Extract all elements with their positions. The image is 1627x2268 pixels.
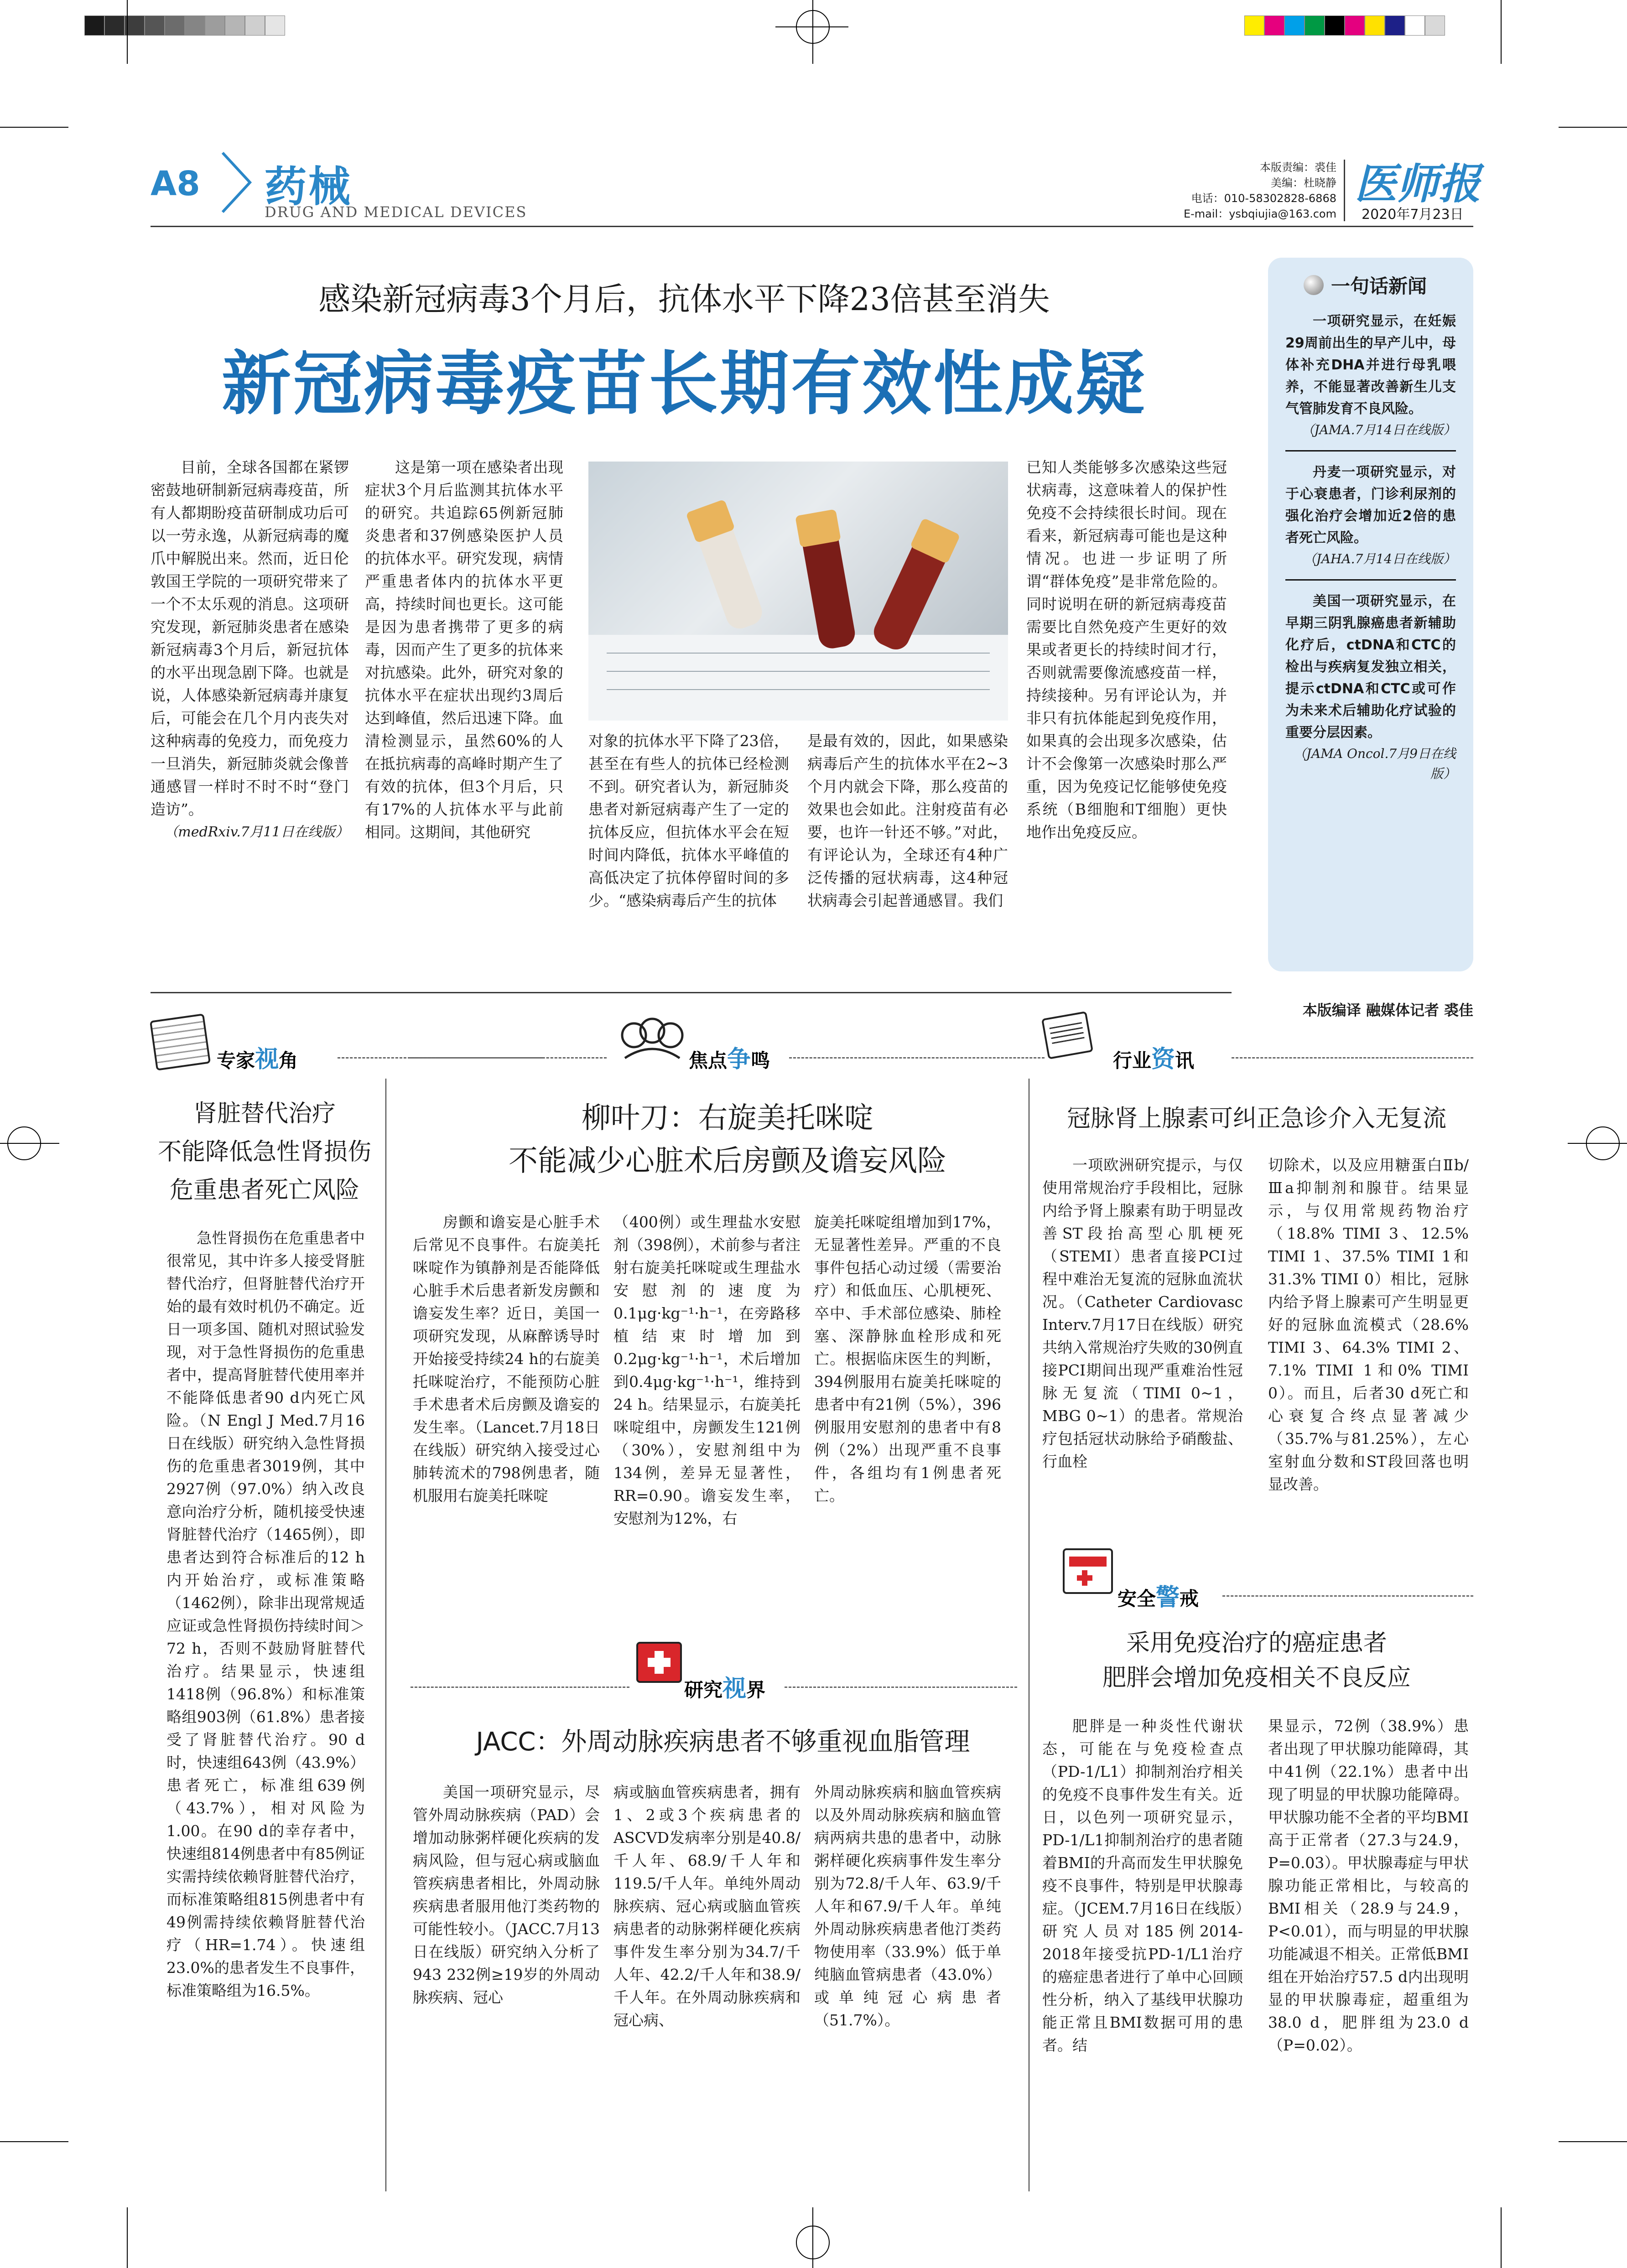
research-header-c: 界 bbox=[746, 1679, 766, 1701]
page-number: A8 bbox=[151, 164, 200, 203]
crop-line bbox=[127, 2207, 128, 2268]
research-header-rule bbox=[785, 1687, 1017, 1688]
expert-header-a: 专家 bbox=[217, 1049, 255, 1072]
focus-header bbox=[689, 1040, 770, 1074]
color-swatch bbox=[185, 16, 205, 36]
focus-col3-text: 旋美托咪啶组增加到17%，无显著性差异。严重的不良事件包括心动过缓（需要治疗）和低血压、心肌梗死、卒中、手术部位感染、肺栓塞、深静脉血栓形成和死亡。根据临床医生的判断，394例服用右旋美托咪啶的患者中有21例（5%），396例服用安慰剂的患者中有8例（2%）出现严重不良事件，各组均有1例患者死亡。 bbox=[814, 1213, 1001, 1505]
industry-header-a: 行业 bbox=[1113, 1049, 1152, 1072]
ambulance-icon bbox=[1063, 1548, 1113, 1594]
color-swatch bbox=[205, 16, 225, 36]
expert-title-line-2: 不能降低急性肾损伤 bbox=[157, 1138, 371, 1166]
artist-label: 美编：杜晓静 bbox=[1271, 176, 1336, 189]
safety-header bbox=[1118, 1578, 1199, 1612]
sidebar-item-2: 丹麦一项研究显示，对于心衰患者，门诊利尿剂的强化治疗会增加近2倍的患者死亡风险。 bbox=[1285, 464, 1456, 546]
monitor-icon bbox=[1041, 1011, 1093, 1059]
color-bar-right bbox=[1244, 16, 1445, 36]
crop-line bbox=[0, 1143, 59, 1144]
phone-label: 电话：010-58302828-6868 bbox=[1191, 192, 1336, 205]
expert-header-b: 视 bbox=[255, 1046, 279, 1073]
page-credit: 本版编译 融媒体记者 裘佳 bbox=[1302, 1002, 1473, 1019]
blood-tubes-illustration bbox=[588, 462, 1008, 721]
crop-line bbox=[1568, 1143, 1627, 1144]
industry-col2-text: 切除术，以及应用糖蛋白Ⅱb/Ⅲa抑制剂和腺苷。结果显示，与仅用常规药物治疗（18.8% TIMI 3、12.5% TIMI 1、37.5% TIMI 1和31.3% TIMI 0）相比，冠脉内给予肾上腺素可产生明显更好的冠脉血流模式（28.6% TIMI 3、64.3% TIMI 2、7.1% TIMI 1和0% TIMI 0）。而且，后者30 d死亡和心衰复合终点显著减少（35.7%与81.25%），左心室射血分数和ST段回落也明显改善。 bbox=[1268, 1156, 1469, 1493]
lab-photo bbox=[588, 462, 1008, 721]
issue-date: 2020年7月23日 bbox=[1362, 207, 1464, 223]
safety-col-2 bbox=[1268, 1715, 1469, 2203]
focus-header-rule bbox=[789, 1057, 1045, 1059]
crop-line bbox=[1559, 2141, 1627, 2142]
research-header-rule bbox=[411, 1687, 629, 1688]
sidebar-item-3-cite: （JAMA Oncol.7月9日在线版） bbox=[1293, 746, 1456, 781]
newspaper-icon bbox=[150, 1013, 211, 1071]
research-col2-text: 病或脑血管疾病患者，拥有1、2或3个疾病患者的ASCVD发病率分别是40.8/千人年、68.9/千人年和119.5/千人年。单纯外周动脉疾病、冠心病或脑血管疾病患者的动脉粥样硬化疾病事件发生率分别为34.7/千人年、42.2/千人年和38.9/千人年。在外周动脉疾病和冠心病、 bbox=[613, 1783, 801, 2029]
research-title: JACC：外周动脉疾病患者不够重视血脂管理 bbox=[476, 1727, 970, 1757]
main-title: 新冠病毒疫苗长期有效性成疑 bbox=[222, 343, 1147, 424]
news-sidebar bbox=[1268, 258, 1473, 971]
focus-col-3 bbox=[814, 1211, 1001, 1685]
sidebar-title: 一句话新闻 bbox=[1331, 275, 1427, 297]
section-subtitle: DRUG AND MEDICAL DEVICES bbox=[265, 203, 527, 221]
debate-heads-icon bbox=[616, 1008, 689, 1063]
paper-logo: 医师报 bbox=[1355, 159, 1481, 208]
crop-line bbox=[127, 0, 128, 64]
main-kicker: 感染新冠病毒3个月后，抗体水平下降23倍甚至消失 bbox=[318, 280, 1050, 318]
safety-title-line-1: 采用免疫治疗的癌症患者 bbox=[1126, 1630, 1387, 1657]
chevron-right-icon bbox=[218, 151, 255, 214]
expert-body-text: 急性肾损伤在危重患者中很常见，其中许多人接受肾脏替代治疗，但肾脏替代治疗开始的最有效时机仍不确定。近日一项多国、随机对照试验发现，对于急性肾损伤的危重患者中，提高肾脏替代使用率并不能降低患者90 d内死亡风险。（N Engl J Med.7月16日在线版）研究纳入急性肾损伤的危重患者3019例，其中2927例（97.0%）纳入改良意向治疗分析，随机接受快速肾脏替代治疗（1465例），即患者达到符合标准后的12 h内开始治疗，或标准策略（1462例），除非出现常规适应证或急性肾损伤持续时间＞72 h，否则不鼓励肾脏替代治疗。结果显示，快速组1418例（96.8%）和标准策略组903例（61.8%）患者接受了肾脏替代治疗。90 d时，快速组643例（43.9%）患者死亡，标准组639例（43.7%），相对风险为1.00。在90 d的幸存者中，快速组814例患者中有85例证实需持续依赖肾脏替代治疗，而标准策略组815例患者中有49例需持续依赖肾脏替代治疗（HR=1.74）。快速组23.0%的患者发生不良事件，标准策略组为16.5%。 bbox=[166, 1229, 365, 1999]
section-title: 药械 bbox=[265, 162, 353, 211]
safety-col2-text: 果显示，72例（38.9%）患者出现了甲状腺功能障碍，其中41例（22.1%）患者中出现了明显的甲状腺功能障碍。甲状腺功能不全者的平均BMI高于正常者（27.3与24.9，P=0.03）。甲状腺毒症与甲状腺功能正常相比，与较高的BMI相关（28.9与24.9，P<0.01），而与明显的甲状腺功能减退不相关。正常低BMI组在开始治疗57.5 d内出现明显的甲状腺毒症，超重组为38.0 d，肥胖组为23.0 d（P=0.02）。 bbox=[1268, 1717, 1469, 2054]
crop-line bbox=[812, 0, 813, 64]
masthead-credits bbox=[1163, 160, 1336, 222]
expert-header-c: 角 bbox=[279, 1049, 298, 1072]
masthead-rule bbox=[151, 226, 1473, 227]
research-col3-text: 外周动脉疾病和脑血管疾病以及外周动脉疾病和脑血管病两病共患的患者中，动脉粥样硬化疾病事件发生率分别为72.8/千人年、63.9/千人年和67.9/千人年。单纯外周动脉疾病患者他汀类药物使用率（33.9%）低于单纯脑血管病患者（43.0%）或单纯冠心病患者（51.7%）。 bbox=[814, 1783, 1001, 2029]
main-col4-text: 是最有效的，因此，如果感染病毒后产生的抗体水平在2~3个月内就会下降，那么疫苗的效果也会如此。注射疫苗有必要，也许一针还不够。”对此，有评论认为，全球还有4种广泛传播的冠状病毒，这4种冠状病毒会引起普通感冒。我们 bbox=[807, 732, 1008, 909]
safety-header-c: 戒 bbox=[1180, 1588, 1199, 1610]
color-swatch bbox=[245, 16, 265, 36]
main-col1-text: 目前，全球各国都在紧锣密鼓地研制新冠病毒疫苗，所有人都期盼疫苗研制成功后可以一劳永逸，从新冠病毒的魔爪中解脱出来。然而，近日伦敦国王学院的一项研究带来了一个不太乐观的消息。这项研究发现，新冠肺炎患者在感染新冠病毒3个月后，新冠抗体的水平出现急剧下降。也就是说，人体感染新冠病毒并康复后，可能会在几个月内丧失对这种病毒的免疫力，而免疫力一旦消失，新冠肺炎就会像普通感冒一样时不时不时“登门造访”。 bbox=[151, 458, 349, 818]
main-col5-text: 已知人类能够多次感染这些冠状病毒，这意味着人的保护性免疫不会持续很长时间。现在看来，新冠病毒可能也是这种情况。也进一步证明了所谓“群体免疫”是非常危险的。同时说明在研的新冠病毒疫苗需要比自然免疫产生更好的效果或者更长的持续时间才行，否则就需要像流感疫苗一样，持续接种。另有评论认为，并非只有抗体能起到免疫作用，如果真的会出现多次感染，估计不会像第一次感染时那么严重，因为免疫记忆能够使免疫系统（B细胞和T细胞）更快地作出免疫反应。 bbox=[1026, 458, 1227, 841]
crop-line bbox=[0, 2141, 68, 2142]
color-swatch bbox=[1244, 16, 1264, 36]
color-swatch bbox=[265, 16, 285, 36]
industry-header-rule bbox=[1232, 1057, 1473, 1059]
crop-line bbox=[775, 26, 848, 27]
color-swatch bbox=[1345, 16, 1365, 36]
color-swatch bbox=[84, 16, 104, 36]
color-swatch bbox=[165, 16, 185, 36]
sidebar-divider bbox=[1285, 450, 1456, 452]
industry-header-c: 讯 bbox=[1175, 1049, 1195, 1072]
editor-label: 本版责编：裘佳 bbox=[1260, 161, 1336, 174]
focus-header-rule bbox=[411, 1057, 607, 1059]
safety-col1-text: 肥胖是一种炎性代谢状态，可能在与免疫检查点（PD-1/L1）抑制剂治疗相关的免疫不良事件发生有关。近日，以色列一项研究显示，PD-1/L1抑制剂治疗的患者随着BMI的升高而发生甲状腺免疫不良事件，特别是甲状腺毒症。（JCEM.7月16日在线版）研究人员对185例2014-2018年接受抗PD-1/L1治疗的癌症患者进行了单中心回顾性分析，纳入了基线甲状腺功能正常且BMI数据可用的患者。结 bbox=[1042, 1717, 1243, 2054]
research-col-2 bbox=[613, 1781, 801, 2214]
focus-header-b: 争 bbox=[727, 1046, 751, 1073]
medical-kit-icon bbox=[636, 1642, 682, 1683]
main-col-4 bbox=[807, 730, 1008, 994]
safety-title bbox=[1040, 1626, 1473, 1695]
color-swatch bbox=[145, 16, 165, 36]
crop-line bbox=[0, 127, 68, 128]
research-header-b: 视 bbox=[723, 1675, 747, 1702]
color-swatch bbox=[1284, 16, 1305, 36]
color-swatch bbox=[1365, 16, 1385, 36]
focus-title-line-2: 不能减少心脏术后房颤及谵妄风险 bbox=[509, 1144, 946, 1178]
expert-header bbox=[217, 1040, 298, 1074]
industry-title: 冠脉肾上腺素可纠正急诊介入无复流 bbox=[1066, 1105, 1446, 1132]
main-col-1 bbox=[151, 456, 349, 994]
research-col1-text: 美国一项研究显示，尽管外周动脉疾病（PAD）会增加动脉粥样硬化疾病的发病风险，但与冠心病或脑血管疾病患者相比，外周动脉疾病患者服用他汀类药物的可能性较小。（JACC.7月13日在线版）研究纳入分析了943 232例≥19岁的外周动脉疾病、冠心 bbox=[413, 1783, 600, 2006]
industry-col-1 bbox=[1042, 1154, 1243, 1541]
safety-header-rule bbox=[1222, 1595, 1473, 1597]
expert-title-line-1: 肾脏替代治疗 bbox=[193, 1100, 336, 1127]
research-header bbox=[684, 1669, 765, 1703]
industry-col-2 bbox=[1268, 1154, 1469, 1541]
color-swatch bbox=[1264, 16, 1284, 36]
color-swatch bbox=[1405, 16, 1425, 36]
color-swatch bbox=[104, 16, 125, 36]
masthead-divider bbox=[1344, 160, 1345, 221]
research-col-3 bbox=[814, 1781, 1001, 2214]
color-swatch bbox=[225, 16, 245, 36]
industry-header bbox=[1113, 1040, 1194, 1074]
focus-header-c: 鸣 bbox=[751, 1049, 770, 1072]
main-col1-cite: （medRxiv.7月11日在线版） bbox=[164, 824, 349, 840]
focus-header-a: 焦点 bbox=[689, 1049, 728, 1072]
vertical-divider bbox=[385, 1079, 386, 2191]
industry-col1-text: 一项欧洲研究提示，与仅使用常规治疗手段相比，冠脉内给予肾上腺素有助于明显改善ST段抬高型心肌梗死（STEMI）患者直接PCI过程中难治无复流的冠脉血流状况。（Catheter Cardiovasc Interv.7月17日在线版）研究共纳入常规治疗失败的30例直接PCI期间出现严重难治性冠脉无复流（TIMI 0~1，MBG 0~1）的患者。常规治疗包括冠状动脉给予硝酸盐、行血栓 bbox=[1042, 1156, 1243, 1470]
color-bar-left bbox=[84, 16, 285, 36]
industry-header-b: 资 bbox=[1151, 1046, 1175, 1073]
main-col3-text: 对象的抗体水平下降了23倍，甚至在有些人的抗体已经检测不到。研究者认为，新冠肺炎患者对新冠病毒产生了一定的抗体反应，但抗体水平会在短时间内降低，抗体水平峰值的高低决定了抗体停留时间的多少。“感染病毒后产生的抗体 bbox=[588, 732, 789, 909]
focus-col1-text: 房颤和谵妄是心脏手术后常见不良事件。右旋美托咪啶作为镇静剂是否能降低心脏手术后患者新发房颤和谵妄发生率？近日，美国一项研究发现，从麻醉诱导时开始接受持续24 h的右旋美托咪啶治疗，不能预防心脏手术患者术后房颤及谵妄的发生率。（Lancet.7月18日在线版）研究纳入接受过心肺转流术的798例患者，随机服用右旋美托咪啶 bbox=[413, 1213, 600, 1505]
main-col-5 bbox=[1026, 456, 1227, 994]
crop-line bbox=[812, 2207, 813, 2268]
main-bottom-rule bbox=[151, 992, 1232, 993]
focus-title bbox=[401, 1097, 1054, 1183]
color-swatch bbox=[1425, 16, 1445, 36]
focus-col-1 bbox=[413, 1211, 600, 1685]
focus-title-line-1: 柳叶刀：右旋美托咪啶 bbox=[582, 1101, 873, 1135]
expert-body bbox=[166, 1227, 365, 2207]
sidebar-item-3: 美国一项研究显示，在早期三阴乳腺癌患者新辅助化疗后，ctDNA和CTC的检出与疾病复发独立相关，提示ctDNA和CTC或可作为未来术后辅助化疗试验的重要分层因素。 bbox=[1285, 593, 1456, 741]
crop-line bbox=[1501, 0, 1502, 64]
expert-title-line-3: 危重患者死亡风险 bbox=[169, 1177, 359, 1204]
email-label: E-mail：ysbqiujia@163.com bbox=[1183, 208, 1336, 220]
color-swatch bbox=[1305, 16, 1325, 36]
color-swatch bbox=[1385, 16, 1405, 36]
color-swatch bbox=[1325, 16, 1345, 36]
sidebar-item-2-cite: （JAHA.7月14日在线版） bbox=[1303, 551, 1456, 566]
safety-header-a: 安全 bbox=[1118, 1588, 1156, 1610]
crop-line bbox=[1501, 2207, 1502, 2268]
expert-title bbox=[151, 1095, 379, 1209]
bullet-circle-icon bbox=[1304, 275, 1324, 295]
sidebar-item-1: 一项研究显示，在妊娠29周前出生的早产儿中，母体补充DHA并进行母乳喂养，不能显著改善新生儿支气管肺发育不良风险。 bbox=[1285, 313, 1456, 417]
main-col-3 bbox=[588, 730, 789, 994]
sidebar-divider bbox=[1285, 579, 1456, 581]
safety-col-1 bbox=[1042, 1715, 1243, 2203]
crop-line bbox=[1559, 127, 1627, 128]
safety-header-b: 警 bbox=[1156, 1584, 1180, 1611]
focus-col-2 bbox=[613, 1211, 801, 1685]
safety-title-line-2: 肥胖会增加免疫相关不良反应 bbox=[1102, 1664, 1411, 1692]
main-col2-text: 这是第一项在感染者出现症状3个月后监测其抗体水平的研究。共追踪65例新冠肺炎患者和37例感染医护人员的抗体水平。研究发现，病情严重患者体内的抗体水平更高，持续时间也更长。这可能是因为患者携带了更多的病毒，因而产生了更多的抗体来对抗感染。此外，研究对象的抗体水平在症状出现约3周后达到峰值，然后迅速下降。血清检测显示，虽然60%的人在抵抗病毒的高峰时期产生了有效的抗体，但3个月后，只有17%的人抗体水平与此前相同。这期间，其他研究 bbox=[365, 458, 563, 841]
research-col-1 bbox=[413, 1781, 600, 2214]
research-header-a: 研究 bbox=[684, 1679, 723, 1701]
main-col-2 bbox=[365, 456, 563, 994]
sidebar-item-1-cite: （JAMA.7月14日在线版） bbox=[1301, 422, 1456, 437]
focus-col2-text: （400例）或生理盐水安慰剂（398例），术前参与者注射右旋美托咪啶或生理盐水安慰剂的速度为0.1μg·kg⁻¹·h⁻¹，在旁路移植结束时增加到0.2μg·kg⁻¹·h⁻¹，术后增加到0.4μg·kg⁻¹·h⁻¹，维持到24 h。结果显示，右旋美托咪啶组中，房颤发生121例（30%），安慰剂组中为134例，差异无显著性，RR=0.90。谵妄发生率，安慰剂为12%，右 bbox=[613, 1213, 801, 1527]
